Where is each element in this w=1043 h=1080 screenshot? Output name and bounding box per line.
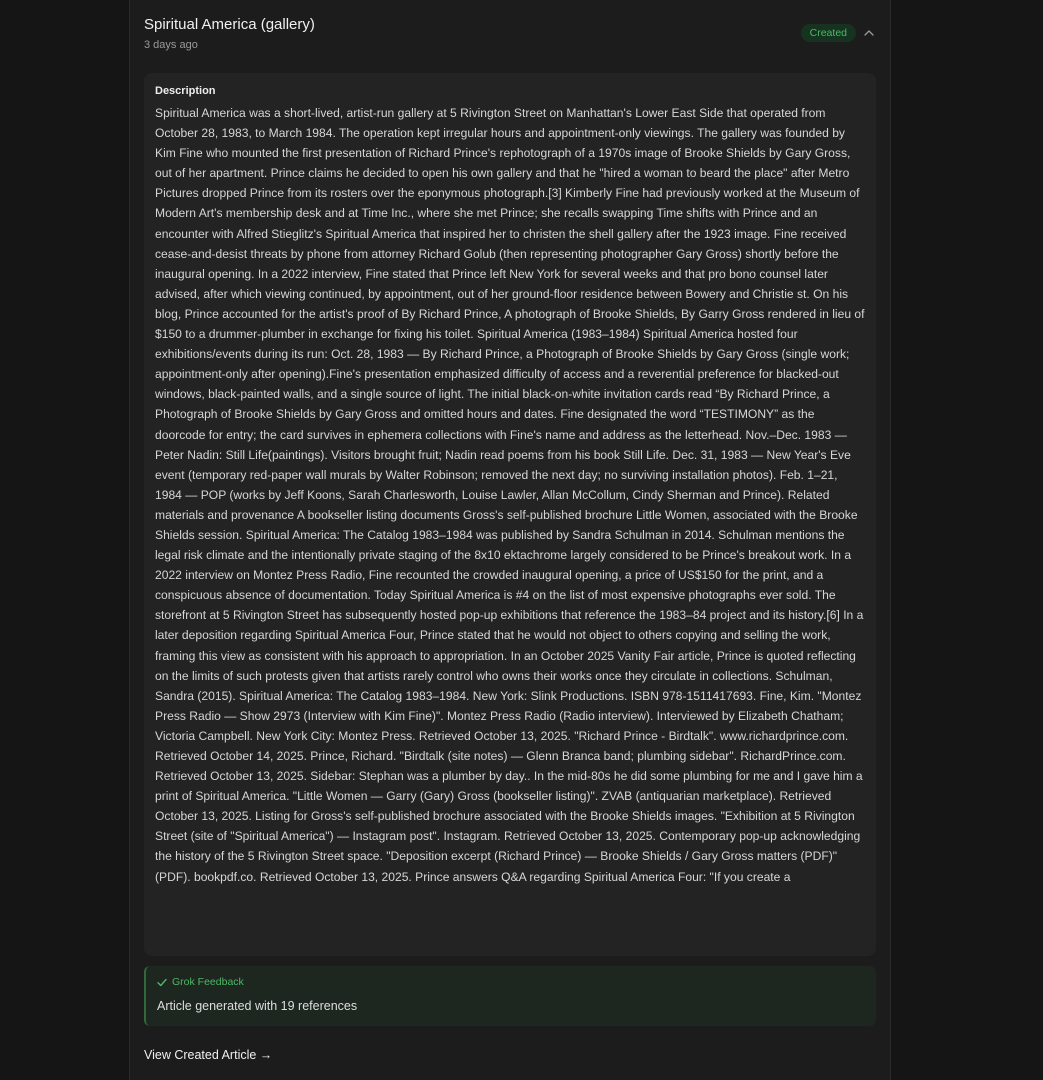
description-heading: Description [155, 85, 216, 97]
article-card [129, 0, 891, 1080]
description-text: Spiritual America was a short-lived, artist-run gallery at 5 Rivington Street on Manhattan's Lower East Side that operated from October 28, 1983, to March 1984. The operation kept irregular hours and appointment-only viewings. The gallery was founded by Kim Fine who mounted the first presentation of Richard Prince's rephotograph of a 1970s image of Brooke Shields by Gary Gross, out of her apartment. Prince claims he decided to open his own gallery and that he "hired a woman to beard the place" after Metro Pictures dropped Prince from its rosters over the eponymous photograph.[3] Kimberly Fine had previously worked at the Museum of Modern Art's membership desk and at Time Inc., where she met Prince; she recalls swapping Time shifts with Prince and an encounter with Alfred Stieglitz's Spiritual America that inspired her to christen the shell gallery after the 1923 image. Fine received cease-and-desist threats by phone from attorney Richard Golub (then representing photographer Gary Gross) shortly before the inaugural opening. In a 2022 interview, Fine stated that Prince left New York for several weeks and that pro bono counsel later advised, after which viewing continued, by appointment, out of her ground-floor residence between Bowery and Christie st. On his blog, Prince accounted for the artist's proof of By Richard Prince, A photograph of Brooke Shields, By Garry Gross rendered in lieu of $150 to a drummer-plumber in exchange for fixing his toilet. Spiritual America (1983–1984) Spiritual America hosted four exhibitions/events during its run: Oct. 28, 1983 — By Richard Prince, a Photograph of Brooke Shields by Gary Gross (single work; appointment-only after opening).Fine's presentation emphasized difficulty of access and a reverential preference for blacked-out windows, black-painted walls, and a single source of light. The initial black-on-white invitation cards read “By Richard Prince, a Photograph of Brooke Shields by Gary Gross and omitted hours and dates. Fine designated the word “TESTIMONY” as the doorcode for entry; the card survives in ephemera collections with Fine's name and address as the letterhead. Nov.–Dec. 1983 — Peter Nadin: Still Life(paintings). Visitors brought fruit; Nadin read poems from his book Still Life. Dec. 31, 1983 — New Year's Eve event (temporary red-paper wall murals by Walter Robinson; removed the next day; no surviving installation photos). Feb. 1–21, 1984 — POP (works by Jeff Koons, Sarah Charlesworth, Louise Lawler, Allan McCollum, Cindy Sherman and Prince). Related materials and provenance A bookseller listing documents Gross's self-published brochure Little Women, associated with the Brooke Shields session. Spiritual America: The Catalog 1983–1984 was published by Sandra Schulman in 2014. Schulman mentions the legal risk climate and the intentionally private staging of the 8x10 ektachrome largely considered to be Prince's breakout work. In a 2022 interview on Montez Press Radio, Fine recounted the crowded inaugural opening, a price of US$150 for the print, and a conspicuous absence of documentation. Today Spiritual America is #4 on the list of most expensive photographs ever sold. The storefront at 5 Rivington Street has subsequently hosted pop-up exhibitions that reference the 1983–84 project and its history.[6] In a later deposition regarding Spiritual America Four, Prince stated that he would not object to others copying and selling the work, framing this view as consistent with his approach to appropriation. In an October 2025 Vanity Fair article, Prince is quoted reflecting on the limits of such protests given that artists rarely control who owns their works once they circulate in collections. Schulman, Sandra (2015). Spiritual America: The Catalog 1983–1984. New York: Slink Productions. ISBN 978-1511417693. Fine, Kim. "Montez Press Radio — Show 2973 (Interview with Kim Fine)". Montez Press Radio (Radio interview). Interviewed by Elizabeth Chatham; Victoria Campbell. New York City: Montez Press. Retrieved October 13, 2025. "Richard Prince - Birdtalk". www.richardprince.com. Retrieved October 14, 2025. Prince, Richard. "Birdtalk (site notes) — Glenn Branca band; plumbing sidebar". RichardPrince.com. Retrieved October 13, 2025. Sidebar: Stephan was a plumber by day.. In the mid-80s he did some plumbing for me and I gave him a print of Spiritual America. "Little Women — Garry (Gary) Gross (bookseller listing)". ZVAB (antiquarian marketplace). Retrieved October 13, 2025. Listing for Gross's self-published brochure associated with the Brooke Shields images. "Exhibition at 5 Rivington Street (site of "Spiritual America") — Instagram post". Instagram. Retrieved October 13, 2025. Contemporary pop-up acknowledging the history of the 5 Rivington Street space. "Deposition excerpt (Richard Prince) — Brooke Shields / Gary Gross matters (PDF)" (PDF). bookpdf.co. Retrieved October 13, 2025. Prince answers Q&A regarding Spiritual America Four: "If you create a [155, 106, 865, 884]
view-created-article-link[interactable]: View Created Article → [144, 1048, 273, 1062]
item-timestamp: 3 days ago [144, 39, 198, 51]
feedback-label: Grok Feedback [172, 976, 244, 988]
item-title: Spiritual America (gallery) [144, 16, 315, 33]
status-badge: Created [801, 24, 856, 42]
description-box [144, 73, 876, 956]
card-header[interactable] [144, 14, 876, 54]
feedback-message: Article generated with 19 references [157, 999, 358, 1013]
check-icon [157, 978, 167, 987]
collapse-button[interactable] [862, 24, 876, 42]
feedback-box [144, 966, 876, 1026]
chevron-up-icon [864, 30, 874, 36]
feedback-header [157, 976, 244, 989]
